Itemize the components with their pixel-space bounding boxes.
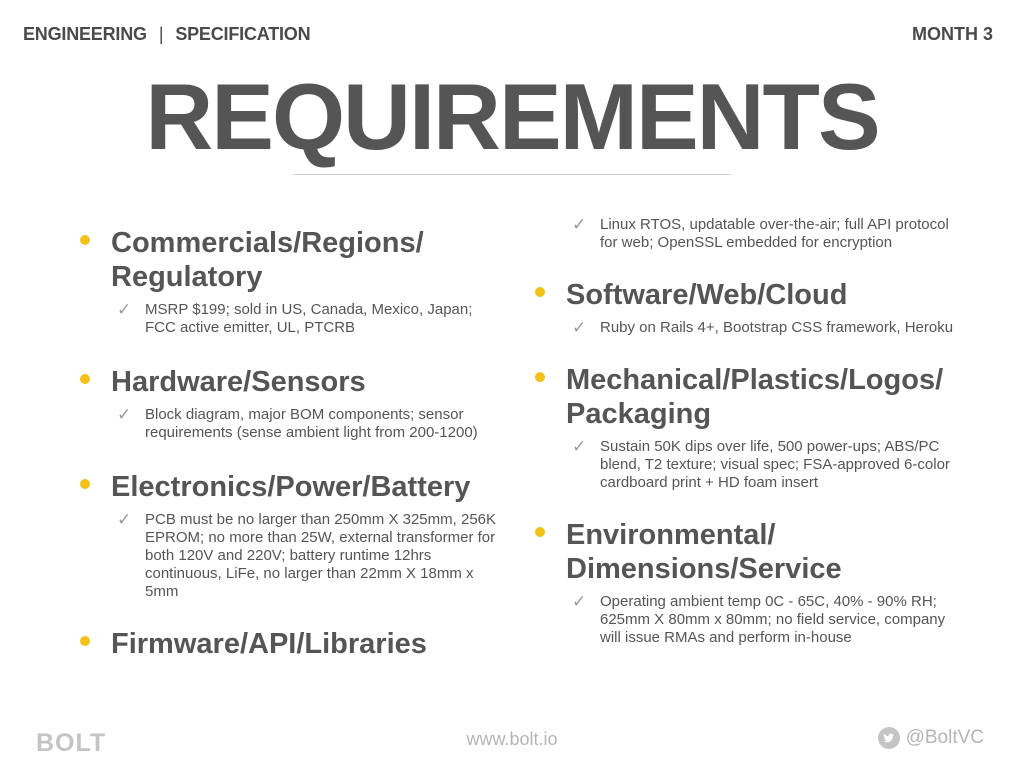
detail-text: Ruby on Rails 4+, Bootstrap CSS framework, Heroku [600,319,954,336]
bolt-logo-text: BOLT [36,729,107,755]
detail-text: Operating ambient temp 0C - 65C, 40% - 90% RH; 625mm X 80mm x 80mm; no field service, company will issue RMAs and perform in-house [600,593,946,646]
bullet-dot-icon [535,372,545,382]
section-commercials [80,226,500,337]
section-mechanical [535,363,965,492]
section-detail [535,319,965,337]
section-heading [535,278,965,312]
section-heading-line: Dimensions/Service [566,553,842,585]
detail-text: Sustain 50K dips over life, 500 power-ups; ABS/PC blend, T2 texture; visual spec; FSA-approved 6-color cardboard print + HD foam insert [600,438,950,491]
detail-text: MSRP $199; sold in US, Canada, Mexico, Japan; FCC active emitter, UL, PTCRB [145,301,473,336]
section-heading-line: Hardware/Sensors [111,366,366,398]
section-hardware [80,365,500,442]
section-heading [80,627,500,661]
header-separator: | [158,24,164,44]
section-heading [535,363,965,431]
section-detail [80,406,500,442]
title-rule [293,174,731,175]
detail-text: Linux RTOS, updatable over-the-air; full API protocol for web; OpenSSL embedded for encryption [600,216,949,251]
section-heading-line: Software/Web/Cloud [566,279,848,311]
section-heading [80,470,500,504]
firmware-detail [535,216,965,252]
footer-twitter[interactable] [878,727,984,749]
check-icon: ✓ [117,300,132,319]
section-heading [80,226,500,294]
check-icon: ✓ [572,318,587,337]
section-heading-line: Firmware/API/Libraries [111,628,427,660]
header-month: MONTH 3 [912,24,993,44]
bullet-dot-icon [80,235,90,245]
header-left [23,24,310,45]
twitter-handle: @BoltVC [905,727,984,748]
check-icon: ✓ [572,215,587,234]
section-heading-line: Mechanical/Plastics/Logos/ [566,364,944,396]
section-heading-line: Packaging [566,398,712,430]
section-heading-line: Commercials/Regions/ [111,227,424,259]
twitter-bird-icon [878,727,900,749]
check-icon: ✓ [117,510,132,529]
section-heading [535,518,965,586]
section-detail [535,438,965,492]
bullet-dot-icon [80,479,90,489]
section-firmware [80,627,500,661]
left-column [80,226,500,661]
check-icon: ✓ [572,437,587,456]
section-electronics [80,470,500,601]
check-icon: ✓ [572,592,587,611]
right-column [535,216,965,647]
bullet-dot-icon [535,527,545,537]
header-engineering: ENGINEERING [23,24,147,44]
section-detail [535,593,965,647]
section-detail [80,511,500,601]
section-detail [80,301,500,337]
section-heading-line: Electronics/Power/Battery [111,471,471,503]
page-title: REQUIREMENTS [145,64,879,169]
check-icon: ✓ [117,405,132,424]
detail-text: Block diagram, major BOM components; sensor requirements (sense ambient light from 200-1200) [145,406,478,441]
section-environmental [535,518,965,647]
section-heading-line: Environmental/ [566,519,776,551]
section-heading [80,365,500,399]
footer-url[interactable]: www.bolt.io [466,729,558,749]
section-software [535,278,965,337]
bullet-dot-icon [80,374,90,384]
bullet-dot-icon [535,287,545,297]
bullet-dot-icon [80,636,90,646]
detail-text: PCB must be no larger than 250mm X 325mm, 256K EPROM; no more than 25W, external transformer for both 120V and 220V; battery runtime 12hrs continuous, LiFe, no larger than 22mm X 18mm x 5mm [145,511,497,600]
section-heading-line: Regulatory [111,261,263,293]
header-specification: SPECIFICATION [175,24,311,44]
